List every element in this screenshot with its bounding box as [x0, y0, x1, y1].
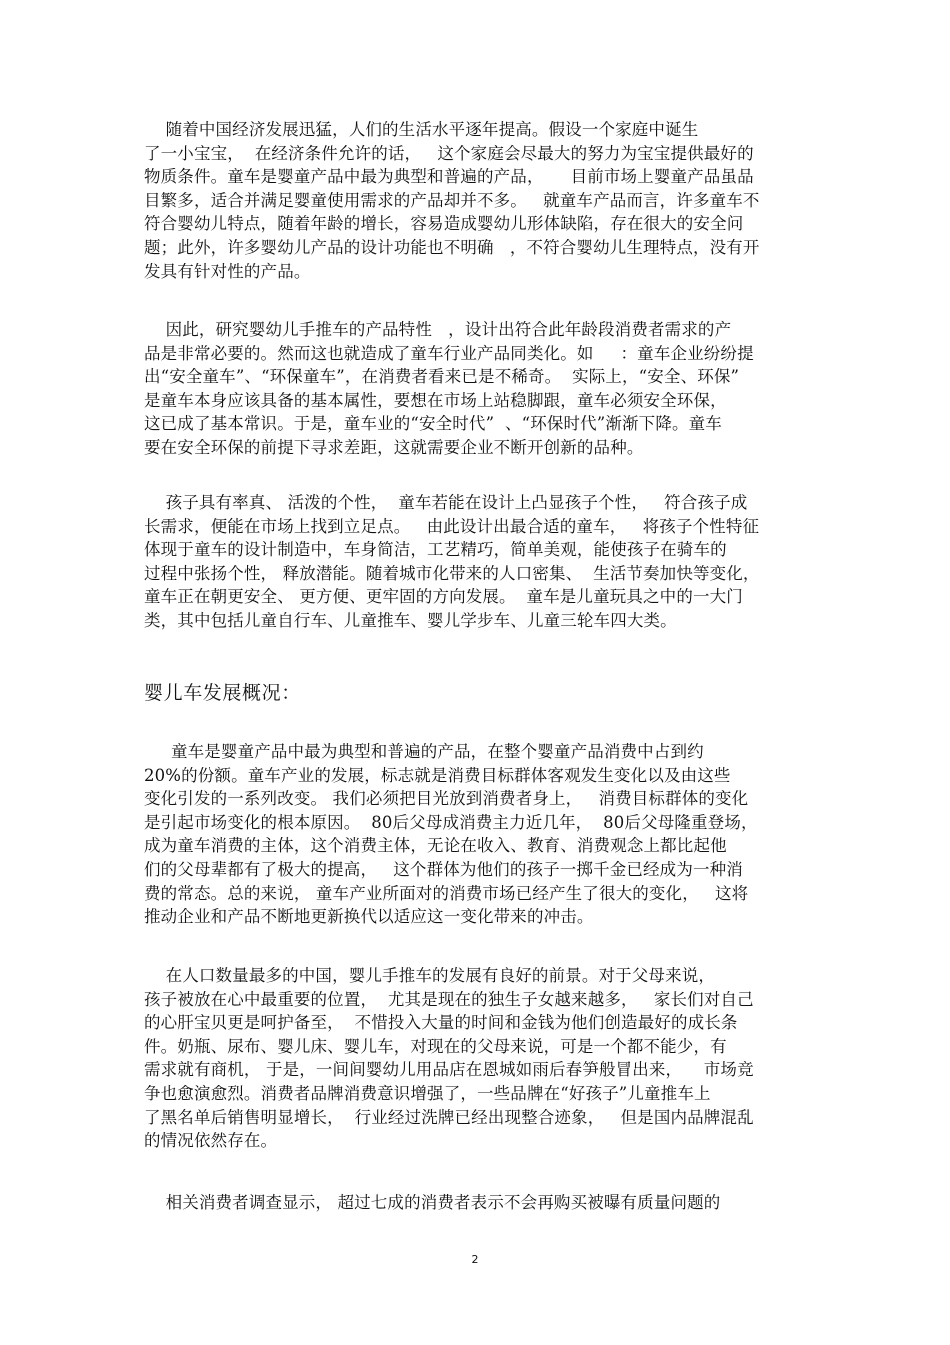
paragraph-personality [144, 491, 809, 633]
text-line: 在人口数量最多的中国，婴儿手推车的发展有良好的前景。对于父母来说， [144, 966, 716, 985]
paragraph-research [144, 318, 809, 460]
text-line: 20%的份额。童车产业的发展，标志就是消费目标群体客观发生变化以及由这些 [144, 765, 731, 785]
text-line: 过程中张扬个性， 释放潜能。随着城市化带来的人口密集、 生活节奏加快等变化， [144, 563, 760, 583]
text-line: 们的父母辈都有了极大的提高， 这个群体为他们的孩子一掷千金已经成为一种消 [144, 859, 743, 879]
text-line: 孩子具有率真、 活泼的个性， 童车若能在设计上凸显孩子个性， 符合孩子成 [144, 493, 748, 512]
paragraph-prospects [144, 964, 809, 1153]
text-line: 了黑名单后销售明显增长， 行业经过洗牌已经出现整合迹象， 但是国内品牌混乱 [144, 1107, 754, 1127]
text-line: 题；此外，许多婴幼儿产品的设计功能也不明确 ，不符合婴幼儿生理特点，没有开 [144, 237, 760, 257]
section-heading: 婴儿车发展概况： [144, 682, 301, 704]
text-line: 长需求，便能在市场上找到立足点。 由此设计出最合适的童车， 将孩子个性特征 [144, 516, 760, 536]
paragraph-market-share [144, 740, 809, 929]
text-line: 孩子被放在心中最重要的位置， 尤其是现在的独生子女越来越多， 家长们对自己 [144, 989, 754, 1009]
text-line: 费的常态。总的来说， 童车产业所面对的消费市场已经产生了很大的变化， 这将 [144, 883, 749, 903]
text-line: 随着中国经济发展迅猛，人们的生活水平逐年提高。假设一个家庭中诞生 [144, 120, 699, 139]
text-line: 了一小宝宝， 在经济条件允许的话， 这个家庭会尽最大的努力为宝宝提供最好的 [144, 143, 754, 163]
page-number: 2 [471, 1253, 479, 1266]
text-line: 符合婴幼儿特点，随着年龄的增长，容易造成婴幼儿形体缺陷，存在很大的安全问 [144, 214, 744, 234]
text-line: 要在安全环保的前提下寻求差距，这就需要企业不断开创新的品种。 [144, 437, 644, 457]
text-line: 出“安全童车”、“环保童车”，在消费者看来已是不稀奇。 实际上，“安全、环保” [144, 367, 740, 387]
text-line: 需求就有商机， 于是，一间间婴幼儿用品店在恩城如雨后春笋般冒出来， 市场竞 [144, 1060, 754, 1080]
text-line: 的情况依然存在。 [144, 1131, 278, 1151]
paragraph-survey [144, 1191, 809, 1215]
text-line: 发具有针对性的产品。 [144, 261, 311, 281]
text-line: 目繁多，适合并满足婴童使用需求的产品却并不多。 就童车产品而言，许多童车不 [144, 190, 760, 210]
text-line: 相关消费者调查显示， 超过七成的消费者表示不会再购买被曝有质量问题的 [144, 1193, 721, 1212]
text-line: 是童车本身应该具备的基本属性，要想在市场上站稳脚跟，童车必须安全环保， [144, 390, 727, 410]
text-line: 成为童车消费的主体，这个消费主体，无论在收入、教育、消费观念上都比起他 [144, 836, 727, 856]
text-line: 体现于童车的设计制造中，车身简洁，工艺精巧，简单美观，能使孩子在骑车的 [144, 540, 727, 560]
text-line: 童车是婴童产品中最为典型和普遍的产品，在整个婴童产品消费中占到约 [144, 742, 704, 761]
text-line: 类，其中包括儿童自行车、儿童推车、婴儿学步车、儿童三轮车四大类。 [144, 610, 677, 630]
text-line: 物质条件。童车是婴童产品中最为典型和普遍的产品， 目前市场上婴童产品虽品 [144, 167, 754, 187]
text-line: 的心肝宝贝更是呵护备至， 不惜投入大量的时间和金钱为他们创造最好的成长条 [144, 1013, 738, 1033]
text-line: 争也愈演愈烈。消费者品牌消费意识增强了，一些品牌在“好孩子”儿童推车上 [144, 1083, 711, 1103]
text-line: 因此，研究婴幼儿手推车的产品特性 ，设计出符合此年龄段消费者需求的产 [144, 320, 732, 339]
text-line: 变化引发的一系列改变。 我们必须把目光放到消费者身上， 消费目标群体的变化 [144, 789, 749, 809]
text-line: 童车正在朝更安全、 更方便、更牢固的方向发展。 童车是儿童玩具之中的一大门 [144, 587, 743, 607]
text-line: 件。奶瓶、尿布、婴儿床、婴儿车，对现在的父母来说，可是一个都不能少，有 [144, 1036, 727, 1056]
text-line: 是引起市场变化的根本原因。 80后父母成消费主力近几年， 80后父母隆重登场， [144, 812, 758, 832]
text-line: 这已成了基本常识。于是，童车业的“安全时代” 、“环保时代”渐渐下降。童车 [144, 414, 722, 434]
text-line: 品是非常必要的。然而这也就造成了童车行业产品同类化。如 ：童车企业纷纷提 [144, 343, 754, 363]
paragraph-intro [144, 118, 809, 283]
text-line: 推动企业和产品不断地更新换代以适应这一变化带来的冲击。 [144, 907, 594, 927]
